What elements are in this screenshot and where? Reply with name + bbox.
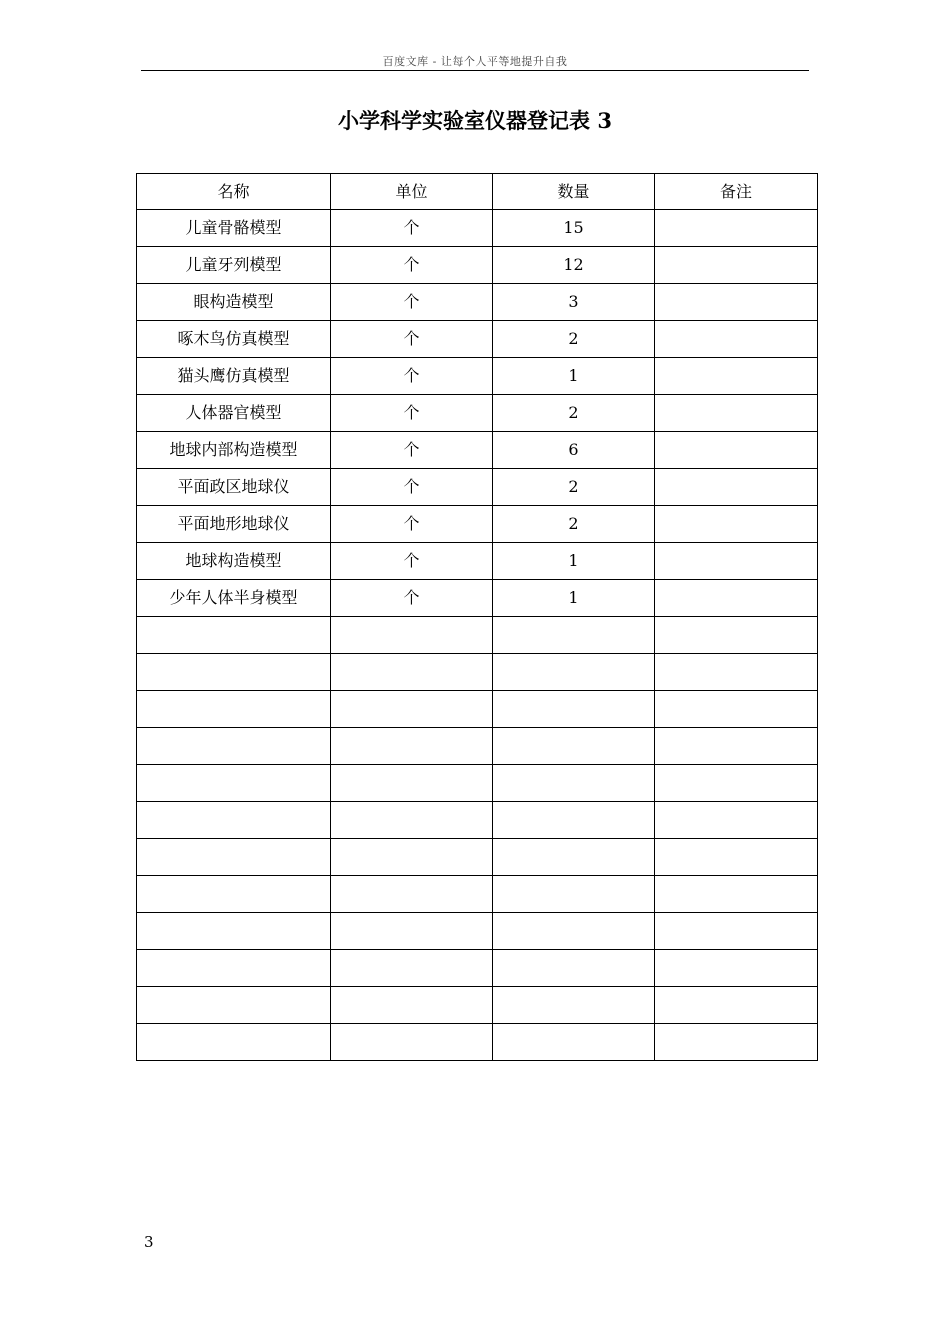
cell-name: 少年人体半身模型 (137, 580, 331, 617)
cell-name: 平面政区地球仪 (137, 469, 331, 506)
cell-unit: 个 (331, 358, 493, 395)
header-text: 百度文库 - 让每个人平等地提升自我 (382, 55, 568, 68)
cell-unit (331, 950, 493, 987)
cell-unit (331, 765, 493, 802)
cell-quantity (493, 839, 655, 876)
table-row (137, 728, 818, 765)
cell-unit (331, 691, 493, 728)
cell-remarks (655, 913, 818, 950)
cell-name (137, 691, 331, 728)
cell-quantity: 2 (493, 469, 655, 506)
column-header-unit: 单位 (331, 174, 493, 210)
cell-unit: 个 (331, 432, 493, 469)
cell-remarks (655, 284, 818, 321)
cell-unit: 个 (331, 580, 493, 617)
table-header-row (137, 174, 818, 210)
table-row (137, 506, 818, 543)
page-title: 小学科学实验室仪器登记表 3 (338, 108, 612, 133)
cell-quantity: 12 (493, 247, 655, 284)
cell-quantity: 2 (493, 321, 655, 358)
table-row (137, 617, 818, 654)
cell-quantity (493, 1024, 655, 1061)
cell-name (137, 876, 331, 913)
table-row (137, 395, 818, 432)
column-header-name: 名称 (137, 174, 331, 210)
table-row (137, 913, 818, 950)
cell-remarks (655, 765, 818, 802)
table-row (137, 876, 818, 913)
cell-unit (331, 654, 493, 691)
column-header-quantity: 数量 (493, 174, 655, 210)
cell-quantity: 1 (493, 358, 655, 395)
table-row (137, 543, 818, 580)
cell-remarks (655, 432, 818, 469)
cell-unit: 个 (331, 543, 493, 580)
table-row (137, 247, 818, 284)
cell-quantity (493, 950, 655, 987)
cell-quantity: 1 (493, 580, 655, 617)
cell-remarks (655, 617, 818, 654)
page-number: 3 (144, 1233, 154, 1251)
cell-name (137, 802, 331, 839)
cell-quantity (493, 987, 655, 1024)
cell-name (137, 1024, 331, 1061)
cell-remarks (655, 321, 818, 358)
cell-name (137, 950, 331, 987)
cell-unit: 个 (331, 395, 493, 432)
cell-unit (331, 617, 493, 654)
cell-name (137, 987, 331, 1024)
table-row (137, 580, 818, 617)
cell-remarks (655, 358, 818, 395)
cell-quantity (493, 765, 655, 802)
table-row (137, 284, 818, 321)
cell-remarks (655, 580, 818, 617)
table-row (137, 469, 818, 506)
page-header (141, 56, 809, 71)
cell-name: 猫头鹰仿真模型 (137, 358, 331, 395)
table-row (137, 654, 818, 691)
cell-remarks (655, 247, 818, 284)
cell-name: 眼构造模型 (137, 284, 331, 321)
cell-quantity (493, 691, 655, 728)
cell-name: 啄木鸟仿真模型 (137, 321, 331, 358)
cell-quantity (493, 802, 655, 839)
cell-name (137, 654, 331, 691)
cell-unit (331, 802, 493, 839)
cell-quantity (493, 617, 655, 654)
cell-remarks (655, 728, 818, 765)
cell-remarks (655, 654, 818, 691)
table-row (137, 432, 818, 469)
cell-unit (331, 913, 493, 950)
cell-name (137, 728, 331, 765)
cell-name (137, 839, 331, 876)
cell-name: 人体器官模型 (137, 395, 331, 432)
cell-quantity (493, 876, 655, 913)
table-row (137, 987, 818, 1024)
cell-quantity: 6 (493, 432, 655, 469)
cell-remarks (655, 1024, 818, 1061)
table-row (137, 321, 818, 358)
cell-remarks (655, 210, 818, 247)
cell-unit: 个 (331, 469, 493, 506)
table-row (137, 1024, 818, 1061)
cell-remarks (655, 691, 818, 728)
table-row (137, 210, 818, 247)
cell-name: 地球构造模型 (137, 543, 331, 580)
table-row (137, 839, 818, 876)
cell-quantity (493, 654, 655, 691)
cell-unit (331, 728, 493, 765)
cell-quantity (493, 728, 655, 765)
cell-name (137, 913, 331, 950)
cell-remarks (655, 469, 818, 506)
table-row (137, 358, 818, 395)
cell-remarks (655, 802, 818, 839)
cell-name: 平面地形地球仪 (137, 506, 331, 543)
cell-quantity: 15 (493, 210, 655, 247)
cell-quantity: 2 (493, 395, 655, 432)
cell-quantity: 1 (493, 543, 655, 580)
table-row (137, 691, 818, 728)
cell-unit (331, 987, 493, 1024)
cell-name: 地球内部构造模型 (137, 432, 331, 469)
table-row (137, 765, 818, 802)
column-header-remarks: 备注 (655, 174, 818, 210)
cell-remarks (655, 395, 818, 432)
cell-name (137, 765, 331, 802)
cell-remarks (655, 543, 818, 580)
cell-name (137, 617, 331, 654)
cell-unit (331, 1024, 493, 1061)
cell-remarks (655, 506, 818, 543)
cell-unit: 个 (331, 210, 493, 247)
cell-remarks (655, 839, 818, 876)
cell-unit: 个 (331, 284, 493, 321)
cell-name: 儿童牙列模型 (137, 247, 331, 284)
table-row (137, 950, 818, 987)
cell-unit: 个 (331, 506, 493, 543)
cell-remarks (655, 950, 818, 987)
cell-unit: 个 (331, 321, 493, 358)
cell-unit (331, 839, 493, 876)
table-body (137, 210, 818, 1061)
cell-unit (331, 876, 493, 913)
cell-remarks (655, 987, 818, 1024)
table-row (137, 802, 818, 839)
cell-name: 儿童骨骼模型 (137, 210, 331, 247)
cell-unit: 个 (331, 247, 493, 284)
cell-quantity: 3 (493, 284, 655, 321)
instrument-register-table (136, 173, 818, 1061)
cell-remarks (655, 876, 818, 913)
cell-quantity (493, 913, 655, 950)
cell-quantity: 2 (493, 506, 655, 543)
